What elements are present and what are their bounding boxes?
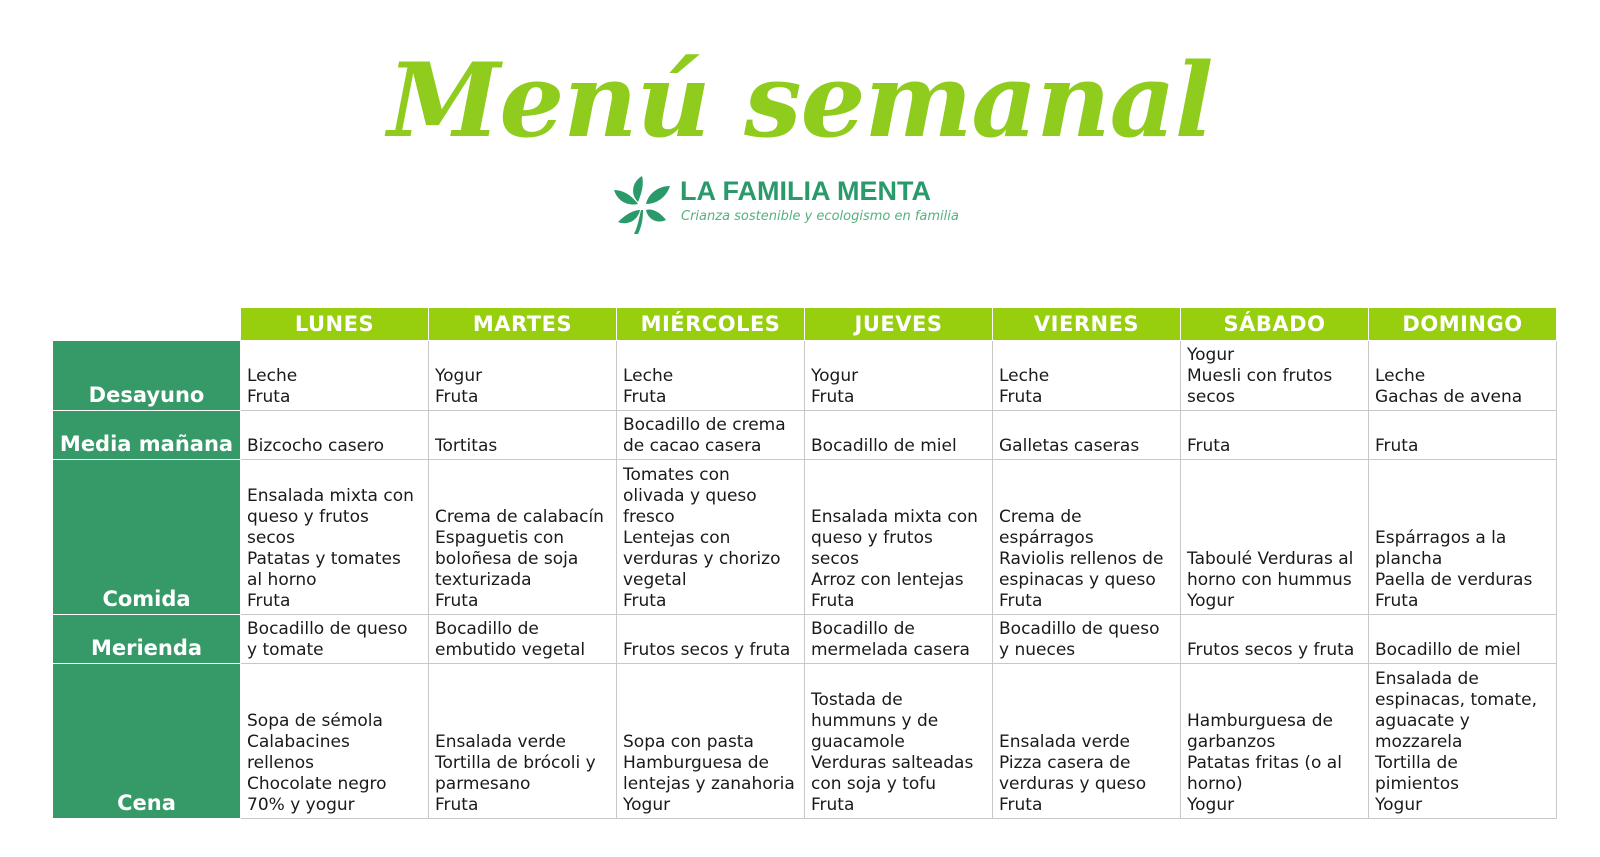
dish-line: Leche [1375, 366, 1426, 386]
dish-line: Yogur [1375, 795, 1423, 815]
dish-line: Chocolate negro [247, 774, 387, 794]
dish-line: pimientos [1375, 774, 1459, 794]
dish-line: de cacao casera [623, 436, 762, 456]
menu-cell-desayuno-jueves [805, 341, 993, 411]
dish-line: Fruta [999, 591, 1043, 611]
dish-line: 70% y yogur [247, 795, 355, 815]
dish-line: Hamburguesa de [1187, 711, 1333, 731]
menu-cell-media-manana-lunes [241, 411, 429, 460]
menu-cell-comida-jueves [805, 460, 993, 615]
dish-line: fresco [623, 507, 675, 527]
meal-label-cena: Cena [53, 664, 241, 819]
menu-cell-media-manana-jueves [805, 411, 993, 460]
dish-line: Galletas caseras [999, 436, 1140, 456]
dish-line: verduras y queso [999, 774, 1147, 794]
dish-line: mermelada casera [811, 640, 970, 660]
dish-line: Bocadillo de queso [999, 619, 1160, 639]
menu-cell-cena-martes [429, 664, 617, 819]
dish-line: secos [247, 528, 295, 548]
meal-row-merienda [53, 615, 1557, 664]
dish-line: Fruta [247, 387, 291, 407]
menu-cell-media-manana-domingo [1369, 411, 1557, 460]
dish-line: garbanzos [1187, 732, 1276, 752]
dish-line: Ensalada de [1375, 669, 1479, 689]
dish-line: Bocadillo de [435, 619, 539, 639]
dish-line: queso y frutos [811, 528, 933, 548]
dish-line: Fruta [1187, 436, 1231, 456]
menu-cell-media-manana-miercoles [617, 411, 805, 460]
brand-tagline: Crianza sostenible y ecologismo en familia [681, 209, 959, 224]
meal-row-cena [53, 664, 1557, 819]
dish-line: Fruta [811, 795, 855, 815]
menu-cell-comida-sabado [1181, 460, 1369, 615]
menu-cell-merienda-lunes [241, 615, 429, 664]
day-header-sabado: SÁBADO [1181, 308, 1369, 341]
dish-line: Taboulé Verduras al [1187, 549, 1354, 569]
dish-line: Fruta [999, 795, 1043, 815]
dish-line: Fruta [1375, 436, 1419, 456]
menu-cell-comida-miercoles [617, 460, 805, 615]
dish-line: Fruta [435, 795, 479, 815]
dish-line: Tortilla de brócoli y [435, 753, 596, 773]
menu-cell-desayuno-martes [429, 341, 617, 411]
dish-line: Crema de [999, 507, 1082, 527]
menu-cell-desayuno-sabado [1181, 341, 1369, 411]
dish-line: rellenos [247, 753, 315, 773]
dish-line: boloñesa de soja [435, 549, 579, 569]
corner-cell [53, 308, 241, 341]
dish-line: Calabacines [247, 732, 350, 752]
dish-line: Frutos secos y fruta [623, 640, 791, 660]
day-header-viernes: VIERNES [993, 308, 1181, 341]
dish-line: Yogur [811, 366, 859, 386]
dish-line: Muesli con frutos [1187, 366, 1333, 386]
dish-line: Ensalada mixta con [811, 507, 978, 527]
dish-line: y tomate [247, 640, 324, 660]
dish-line: vegetal [623, 570, 687, 590]
dish-line: Raviolis rellenos de [999, 549, 1164, 569]
dish-line: plancha [1375, 549, 1443, 569]
menu-cell-comida-viernes [993, 460, 1181, 615]
dish-line: lentejas y zanahoria [623, 774, 795, 794]
menu-cell-cena-sabado [1181, 664, 1369, 819]
dish-line: Bocadillo de queso [247, 619, 408, 639]
dish-line: espinacas, tomate, [1375, 690, 1538, 710]
menu-cell-merienda-martes [429, 615, 617, 664]
dish-line: Frutos secos y fruta [1187, 640, 1355, 660]
menu-cell-cena-lunes [241, 664, 429, 819]
menu-cell-merienda-sabado [1181, 615, 1369, 664]
dish-line: al horno [247, 570, 317, 590]
dish-line: Bocadillo de [811, 619, 915, 639]
meal-row-desayuno [53, 341, 1557, 411]
menu-cell-cena-domingo [1369, 664, 1557, 819]
menu-cell-media-manana-viernes [993, 411, 1181, 460]
meal-row-media-manana [53, 411, 1557, 460]
menu-cell-comida-domingo [1369, 460, 1557, 615]
meal-label-desayuno: Desayuno [53, 341, 241, 411]
meal-label-merienda: Merienda [53, 615, 241, 664]
dish-line: Yogur [435, 366, 483, 386]
dish-line: guacamole [811, 732, 905, 752]
dish-line: Leche [247, 366, 298, 386]
dish-line: Ensalada verde [999, 732, 1131, 752]
menu-cell-desayuno-domingo [1369, 341, 1557, 411]
dish-line: Arroz con lentejas [811, 570, 964, 590]
dish-line: Leche [623, 366, 674, 386]
dish-line: mozzarela [1375, 732, 1463, 752]
dish-line: Sopa de sémola [247, 711, 383, 731]
dish-line: espinacas y queso [999, 570, 1156, 590]
dish-line: Fruta [435, 591, 479, 611]
days-header-row [53, 308, 1557, 341]
dish-line: con soja y tofu [811, 774, 937, 794]
dish-line: olivada y queso [623, 486, 757, 506]
weekly-menu-table [52, 307, 1557, 819]
dish-line: Lentejas con [623, 528, 731, 548]
menu-cell-merienda-domingo [1369, 615, 1557, 664]
dish-line: Patatas y tomates [247, 549, 401, 569]
menu-cell-media-manana-martes [429, 411, 617, 460]
meal-label-comida: Comida [53, 460, 241, 615]
dish-line: Patatas fritas (o al [1187, 753, 1342, 773]
dish-line: Gachas de avena [1375, 387, 1523, 407]
menu-cell-cena-jueves [805, 664, 993, 819]
brand-lockup [608, 170, 1008, 236]
dish-line: Fruta [247, 591, 291, 611]
dish-line: Fruta [999, 387, 1043, 407]
dish-line: texturizada [435, 570, 532, 590]
menu-cell-merienda-viernes [993, 615, 1181, 664]
brand-name: LA FAMILIA MENTA [680, 176, 931, 206]
dish-line: Leche [999, 366, 1050, 386]
dish-line: Yogur [623, 795, 671, 815]
dish-line: parmesano [435, 774, 531, 794]
menu-cell-cena-viernes [993, 664, 1181, 819]
dish-line: embutido vegetal [435, 640, 586, 660]
dish-line: aguacate y [1375, 711, 1470, 731]
dish-line: Pizza casera de [999, 753, 1131, 773]
dish-line: Espaguetis con [435, 528, 565, 548]
dish-line: hummuns y de [811, 711, 939, 731]
dish-line: Yogur [1187, 795, 1235, 815]
menu-cell-comida-martes [429, 460, 617, 615]
dish-line: secos [811, 549, 859, 569]
menu-cell-media-manana-sabado [1181, 411, 1369, 460]
dish-line: Sopa con pasta [623, 732, 754, 752]
page-title: Menú semanal [387, 41, 1213, 161]
dish-line: horno con hummus [1187, 570, 1352, 590]
dish-line: Fruta [623, 591, 667, 611]
dish-line: queso y frutos [247, 507, 369, 527]
menu-cell-desayuno-lunes [241, 341, 429, 411]
meal-row-comida [53, 460, 1557, 615]
menu-cell-cena-miercoles [617, 664, 805, 819]
dish-line: Yogur [1187, 345, 1235, 365]
dish-line: Fruta [435, 387, 479, 407]
dish-line: Bocadillo de miel [811, 436, 957, 456]
dish-line: Fruta [811, 387, 855, 407]
dish-line: Verduras salteadas [811, 753, 974, 773]
mint-leaf-icon [608, 170, 676, 236]
menu-cell-merienda-jueves [805, 615, 993, 664]
dish-line: Crema de calabacín [435, 507, 604, 527]
dish-line: Bocadillo de crema [623, 415, 786, 435]
dish-line: Tortilla de [1375, 753, 1458, 773]
dish-line: Fruta [1375, 591, 1419, 611]
dish-line: Ensalada verde [435, 732, 567, 752]
dish-line: Paella de verduras [1375, 570, 1533, 590]
dish-line: Fruta [811, 591, 855, 611]
dish-line: verduras y chorizo [623, 549, 781, 569]
menu-cell-desayuno-viernes [993, 341, 1181, 411]
menu-cell-merienda-miercoles [617, 615, 805, 664]
meal-label-media-manana: Media mañana [53, 411, 241, 460]
day-header-miercoles: MIÉRCOLES [617, 308, 805, 341]
menu-cell-desayuno-miercoles [617, 341, 805, 411]
dish-line: Tostada de [811, 690, 903, 710]
dish-line: Yogur [1187, 591, 1235, 611]
dish-line: Tortitas [435, 436, 498, 456]
menu-cell-comida-lunes [241, 460, 429, 615]
day-header-martes: MARTES [429, 308, 617, 341]
dish-line: Ensalada mixta con [247, 486, 414, 506]
dish-line: Hamburguesa de [623, 753, 769, 773]
dish-line: y nueces [999, 640, 1076, 660]
day-header-domingo: DOMINGO [1369, 308, 1557, 341]
dish-line: Espárragos a la [1375, 528, 1507, 548]
dish-line: Bocadillo de miel [1375, 640, 1521, 660]
dish-line: horno) [1187, 774, 1243, 794]
dish-line: Tomates con [623, 465, 730, 485]
day-header-lunes: LUNES [241, 308, 429, 341]
dish-line: secos [1187, 387, 1235, 407]
dish-line: espárragos [999, 528, 1094, 548]
dish-line: Fruta [623, 387, 667, 407]
dish-line: Bizcocho casero [247, 436, 385, 456]
day-header-jueves: JUEVES [805, 308, 993, 341]
